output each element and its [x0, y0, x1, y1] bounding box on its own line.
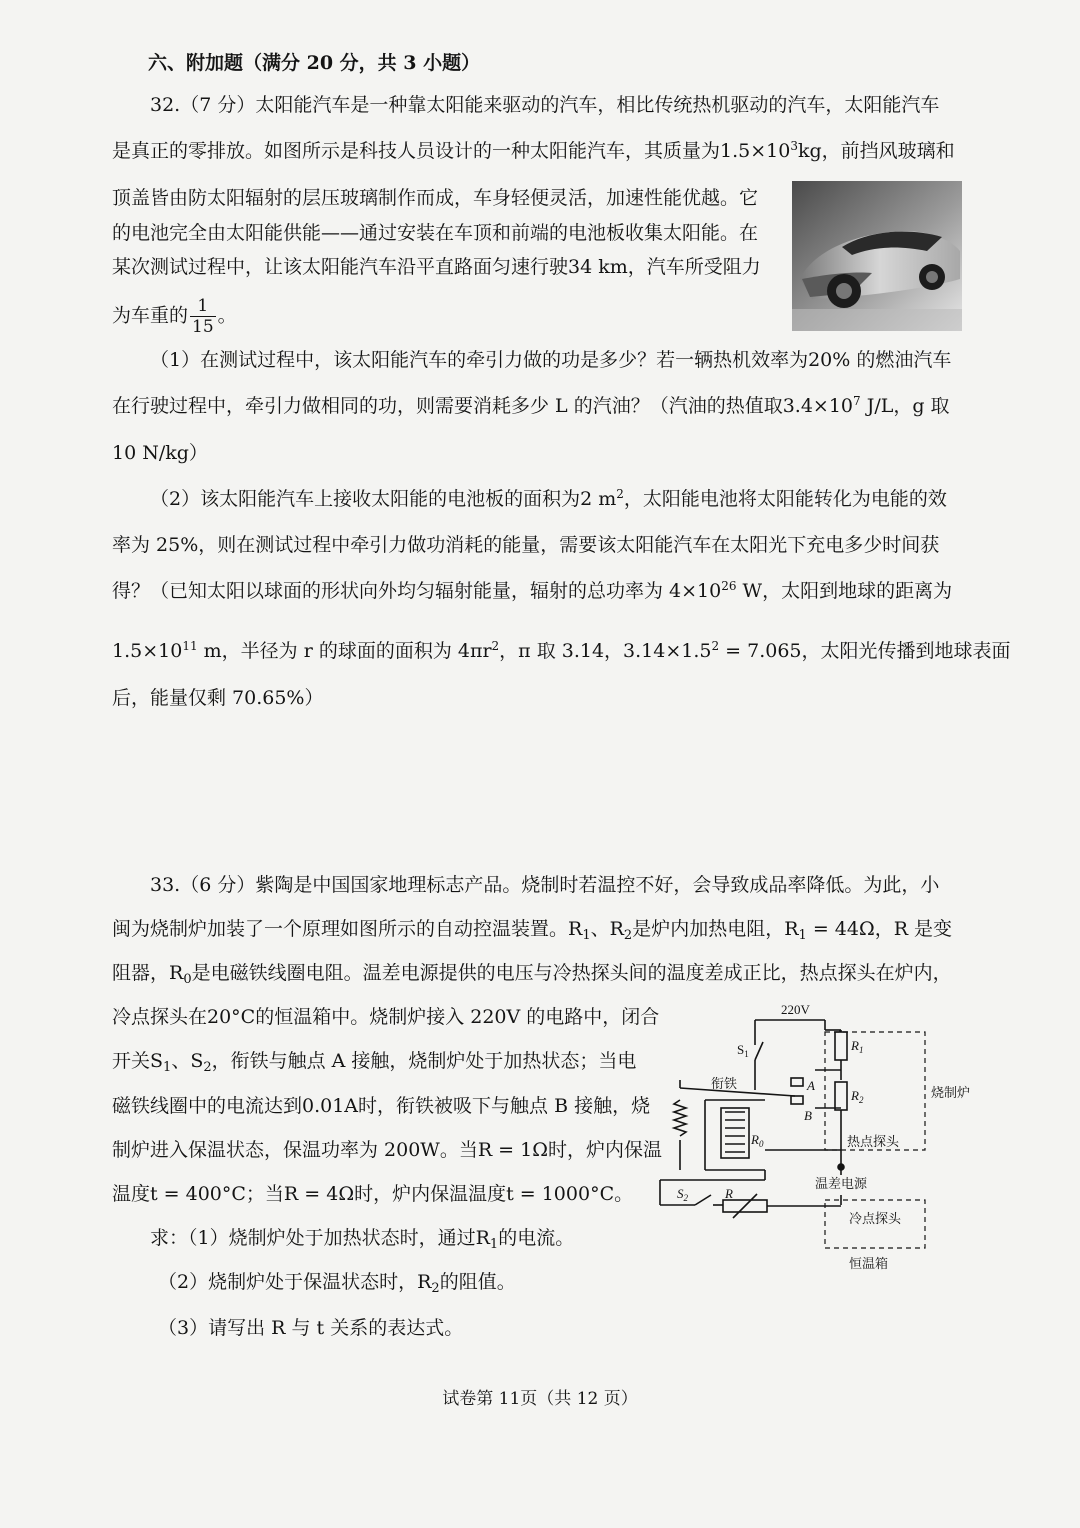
s2-label: $S_2$ — [677, 1186, 688, 1203]
q32-part1-line-3: 10 N/kg） — [112, 442, 208, 464]
voltage-label: 220V — [781, 1002, 810, 1017]
s1-label: $S_1$ — [737, 1042, 749, 1059]
q32-part2-line-3: 得？（已知太阳以球面的形状向外均匀辐射能量，辐射的总功率为 $4\times 10^{26}$ W，太阳到地球的距离为 — [112, 579, 953, 602]
q32-part1-line-1: （1）在测试过程中，该太阳能汽车的牵引力做的功是多少？若一辆热机效率为20% 的燃油汽车 — [150, 349, 952, 371]
cold-probe-label: 冷点探头 — [849, 1211, 902, 1226]
q32-line-2: 是真正的零排放。如图所示是科技人员设计的一种太阳能汽车，其质量为$1.5\times 10^3kg$，前挡风玻璃和 — [112, 139, 955, 162]
furnace-label: 烧制炉 — [931, 1085, 971, 1100]
fraction-one-fifteenth: $\frac{1}{15}$ — [192, 296, 214, 337]
q33-line-3: 阻器，$R_0$是电磁铁线圈电阻。温差电源提供的电压与冷热探头间的温度差成正比，热点探头在炉内， — [112, 962, 952, 987]
r0-label: $R_0$ — [751, 1132, 764, 1149]
q33-ask-1: 求：（1）烧制炉处于加热状态时，通过$R_1$的电流。 — [150, 1227, 575, 1252]
q33-line-6: 磁铁线圈中的电流达到0.01A时，衔铁被吸下与触点 B 接触，烧 — [112, 1095, 651, 1117]
q32-line-1: 32.（7 分）太阳能汽车是一种靠太阳能来驱动的汽车，相比传统热机驱动的汽车，太阳能汽车 — [150, 94, 940, 116]
q32-line-5: 某次测试过程中，让该太阳能汽车沿平直路面匀速行驶34 km，汽车所受阻力 — [112, 256, 761, 278]
section-title: 六、附加题（满分 20 分，共 3 小题） — [148, 52, 481, 74]
q32-part2-line-2: 率为 25%，则在测试过程中牵引力做功消耗的能量，需要该太阳能汽车在太阳光下充电多少时间获 — [112, 534, 940, 556]
armature-label: 衔铁 — [711, 1076, 738, 1091]
q33-ask-2: （2）烧制炉处于保温状态时，$R_2$的阻值。 — [158, 1271, 516, 1296]
contact-b-label: B — [804, 1108, 812, 1123]
q33-line-1: 33.（6 分）紫陶是中国国家地理标志产品。烧制时若温控不好，会导致成品率降低。为此，小 — [150, 874, 940, 896]
r2-label: $R_2$ — [851, 1088, 864, 1105]
q32-part2-line-4: $1.5\times 10^{11}$ m，半径为 r 的球面的面积为 $4\pi r^2$，π 取 3.14，$3.14\times 1.5^2 = 7.065$，太阳光传播到地球表面 — [112, 639, 1011, 662]
q33-line-5: 开关$S_1$、$S_2$，衔铁与触点 A 接触，烧制炉处于加热状态；当电 — [112, 1050, 637, 1075]
q33-line-8: 温度t = 400°C；当R = 4Ω时，炉内保温温度t = 1000°C。 — [112, 1183, 634, 1205]
solar-car-photo — [792, 181, 962, 331]
q32-line-4: 的电池完全由太阳能供能——通过安装在车顶和前端的电池板收集太阳能。在 — [112, 222, 759, 244]
q32-part2-line-1: （2）该太阳能汽车上接收太阳能的电池板的面积为2 $m^2$，太阳能电池将太阳能转化为电能的效 — [150, 487, 947, 510]
thermostat-label: 恒温箱 — [849, 1256, 889, 1271]
temperature-control-circuit — [655, 1000, 985, 1280]
thermo-source-label: 温差电源 — [815, 1176, 868, 1191]
r1-label: $R_1$ — [851, 1038, 864, 1055]
hot-probe-label: 热点探头 — [847, 1134, 900, 1149]
page-footer: 试卷第 11页（共 12 页） — [442, 1389, 638, 1409]
q32-line-6: 为车重的 $\frac{1}{15}$ 。 — [112, 296, 237, 337]
contact-a-label: A — [807, 1078, 815, 1093]
q32-part1-line-2: 在行驶过程中，牵引力做相同的功，则需要消耗多少 L 的汽油？（汽油的热值取$3.4\times 10^7$ J/L，g 取 — [112, 394, 950, 417]
q32-line-3: 顶盖皆由防太阳辐射的层压玻璃制作而成，车身轻便灵活，加速性能优越。它 — [112, 187, 759, 209]
q33-ask-3: （3）请写出 R 与 t 关系的表达式。 — [158, 1317, 464, 1339]
r-label: R — [725, 1186, 733, 1201]
q33-line-2: 闽为烧制炉加装了一个原理如图所示的自动控温装置。$R_1$、$R_2$是炉内加热电阻，$R_1 = 44\Omega$，R 是变 — [112, 918, 953, 943]
q33-line-4: 冷点探头在20°C的恒温箱中。烧制炉接入 220V 的电路中，闭合 — [112, 1006, 660, 1028]
q32-part2-line-5: 后，能量仅剩 70.65%） — [112, 687, 324, 709]
q33-line-7: 制炉进入保温状态，保温功率为 200W。当R = 1Ω时，炉内保温 — [112, 1139, 662, 1161]
